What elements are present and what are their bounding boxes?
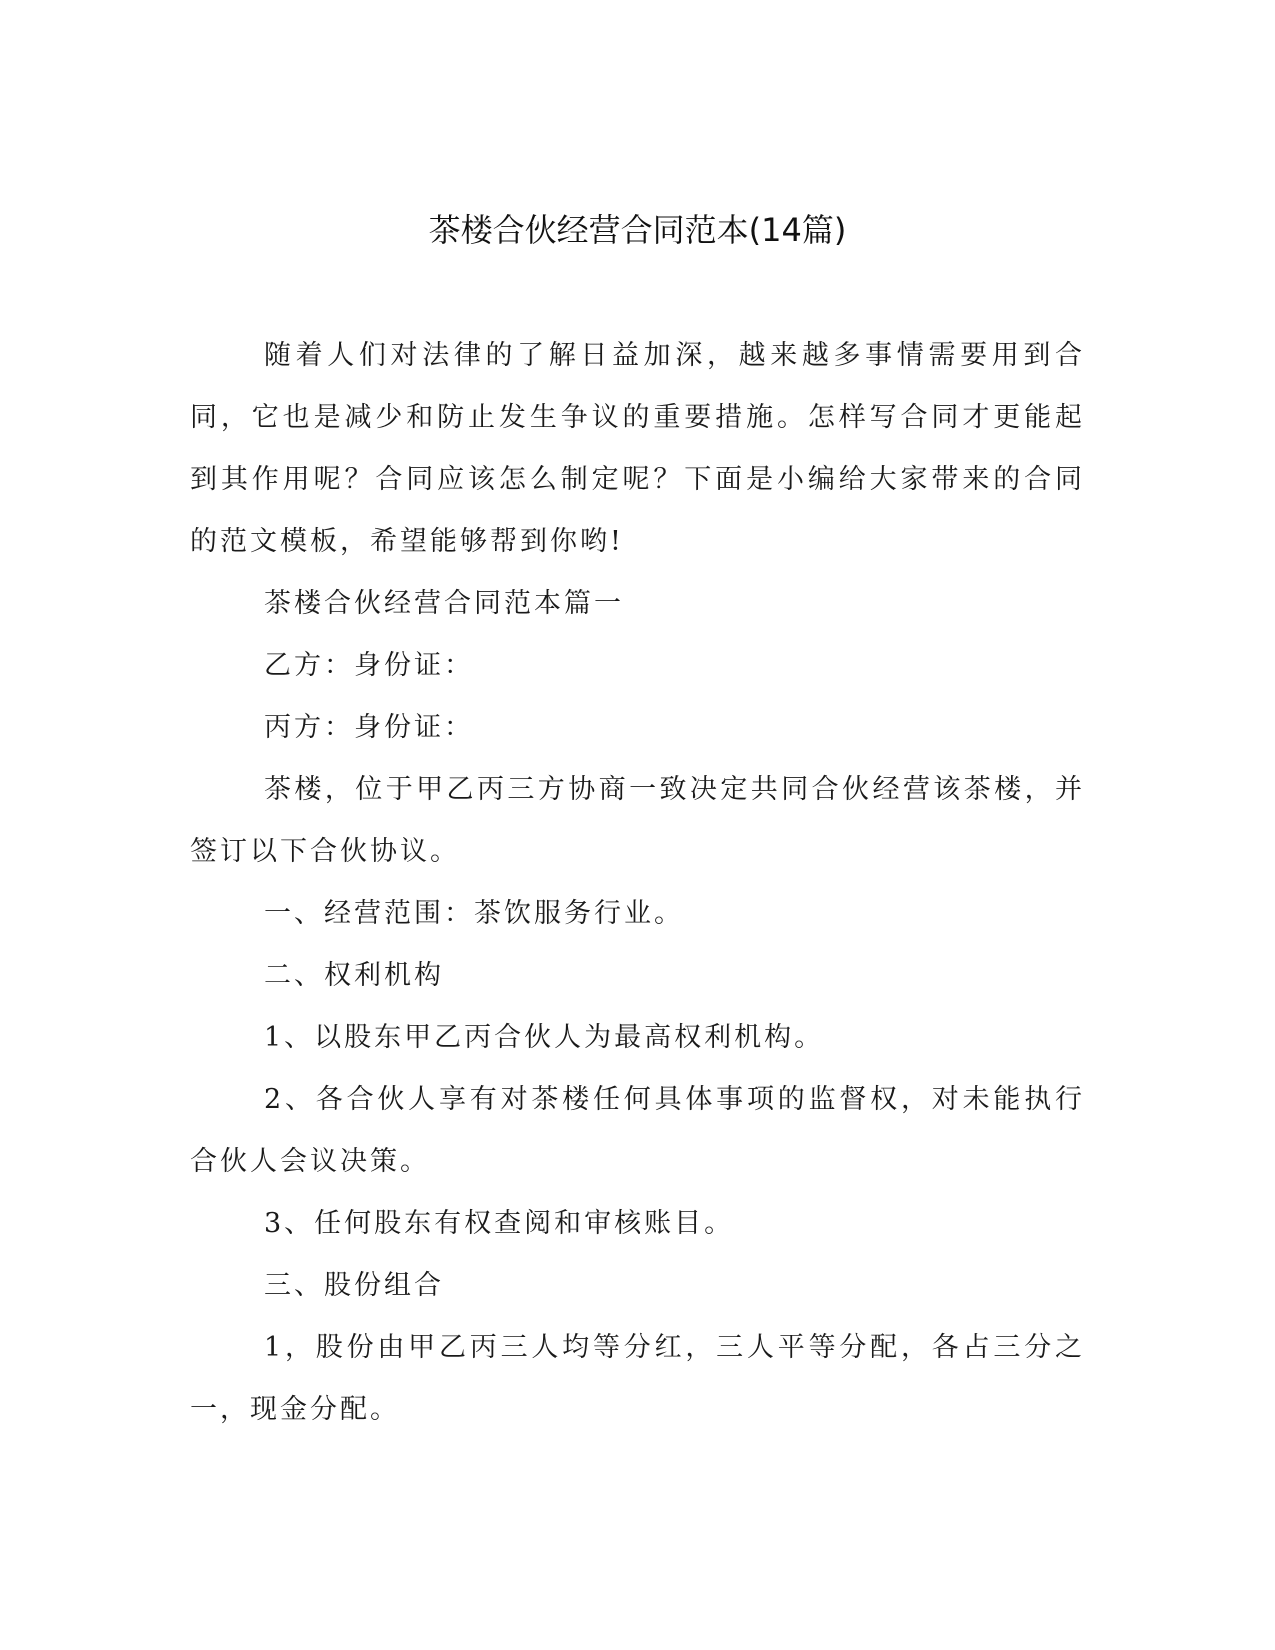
document-body [190,325,1085,1441]
party-b-line: 乙方：身份证： [264,650,474,681]
party-c-line: 丙方：身份证： [264,712,474,743]
clause-authority-item-1: 1、以股东甲乙丙合伙人为最高权利机构。 [264,1022,825,1053]
clause-business-scope: 一、经营范围：茶饮服务行业。 [264,898,684,929]
clause-shares-item-1: 1，股份由甲乙丙三人均等分红，三人平等分配，各占三分之一，现金分配。 [190,1332,1085,1425]
clause-shares-heading: 三、股份组合 [264,1270,444,1301]
document-title: 茶楼合伙经营合同范本(14篇) [428,211,847,249]
clause-authority-item-2: 2、各合伙人享有对茶楼任何具体事项的监督权，对未能执行合伙人会议决策。 [190,1084,1085,1177]
teahouse-paragraph: 茶楼，位于甲乙丙三方协商一致决定共同合伙经营该茶楼，并签订以下合伙协议。 [190,774,1085,867]
intro-paragraph: 随着人们对法律的了解日益加深，越来越多事情需要用到合同，它也是减少和防止发生争议的重要措施。怎样写合同才更能起到其作用呢？合同应该怎么制定呢？下面是小编给大家带来的合同的范文模板，希望能够帮到你哟! [190,340,1085,557]
clause-authority-heading: 二、权利机构 [264,960,444,991]
clause-authority-item-3: 3、任何股东有权查阅和审核账目。 [264,1208,735,1239]
section-heading-part-one: 茶楼合伙经营合同范本篇一 [264,588,624,619]
